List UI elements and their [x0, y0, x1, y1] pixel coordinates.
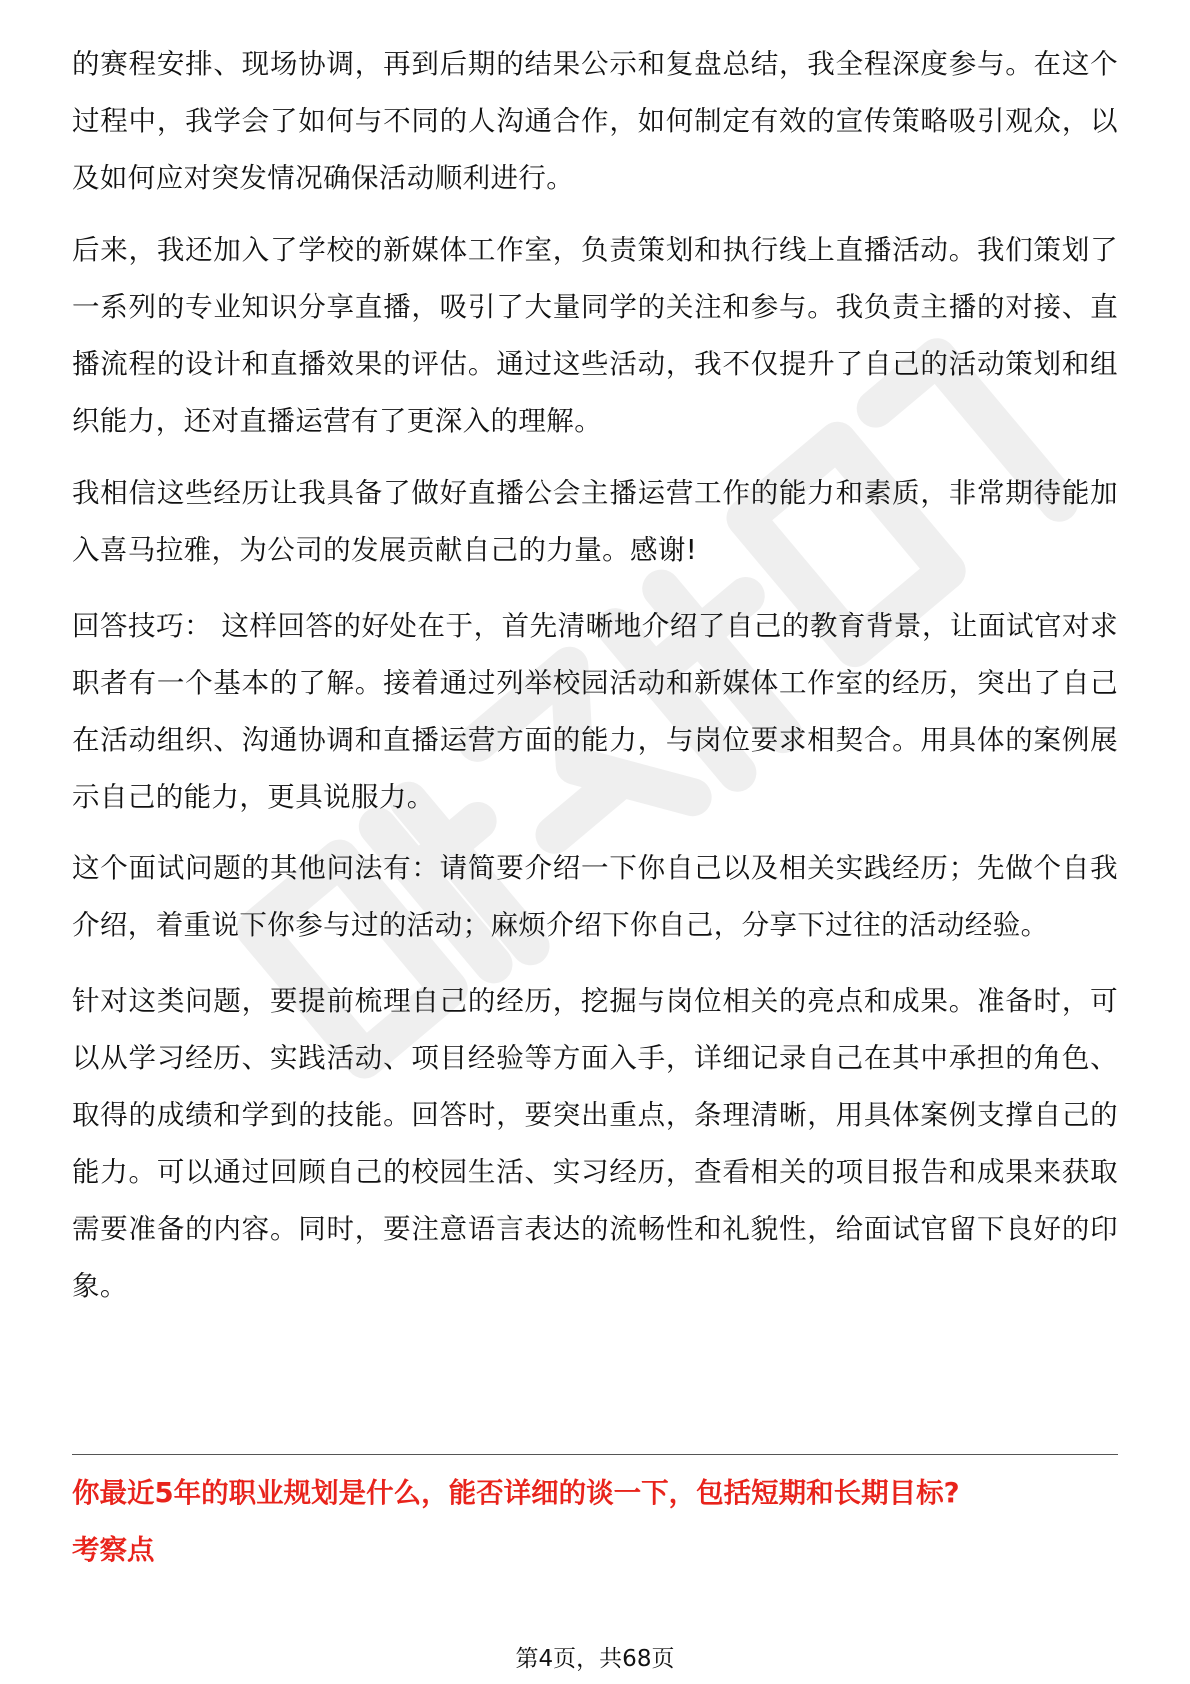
page-number: 第4页，共68页 [515, 1646, 675, 1672]
assessment-points-heading: 考察点 [72, 1534, 155, 1566]
section-divider [72, 1454, 1118, 1455]
paragraph-activity-experience: 的赛程安排、现场协调，再到后期的结果公示和复盘总结，我全程深度参与。在这个过程中，我学会了如何与不同的人沟通合作，如何制定有效的宣传策略吸引观众，以及如何应对突发情况确保活动顺利进行。 [72, 48, 1118, 194]
paragraph-new-media-studio: 后来，我还加入了学校的新媒体工作室，负责策划和执行线上直播活动。我们策划了一系列的专业知识分享直播，吸引了大量同学的关注和参与。我负责主播的对接、直播流程的设计和直播效果的评估。通过这些活动，我不仅提升了自己的活动策划和组织能力，还对直播运营有了更深入的理解。 [72, 234, 1118, 437]
paragraph-alternative-questions: 这个面试问题的其他问法有：请简要介绍一下你自己以及相关实践经历；先做个自我介绍，着重说下你参与过的活动；麻烦介绍下你自己，分享下过往的活动经验。 [72, 852, 1118, 941]
next-question-heading: 你最近5年的职业规划是什么，能否详细的谈一下，包括短期和长期目标? [72, 1477, 960, 1509]
paragraph-closing-statement: 我相信这些经历让我具备了做好直播公会主播运营工作的能力和素质，非常期待能加入喜马拉雅，为公司的发展贡献自己的力量。感谢! [72, 477, 1118, 566]
paragraph-answer-tips: 回答技巧： 这样回答的好处在于，首先清晰地介绍了自己的教育背景，让面试官对求职者有一个基本的了解。接着通过列举校园活动和新媒体工作室的经历，突出了自己在活动组织、沟通协调和直播运营方面的能力，与岗位要求相契合。用具体的案例展示自己的能力，更具说服力。 [72, 610, 1118, 813]
paragraph-preparation-advice: 针对这类问题，要提前梳理自己的经历，挖掘与岗位相关的亮点和成果。准备时，可以从学习经历、实践活动、项目经验等方面入手，详细记录自己在其中承担的角色、取得的成绩和学到的技能。回答时，要突出重点，条理清晰，用具体案例支撑自己的能力。可以通过回顾自己的校园生活、实习经历，查看相关的项目报告和成果来获取需要准备的内容。同时，要注意语言表达的流畅性和礼貌性，给面试官留下良好的印象。 [72, 985, 1118, 1302]
